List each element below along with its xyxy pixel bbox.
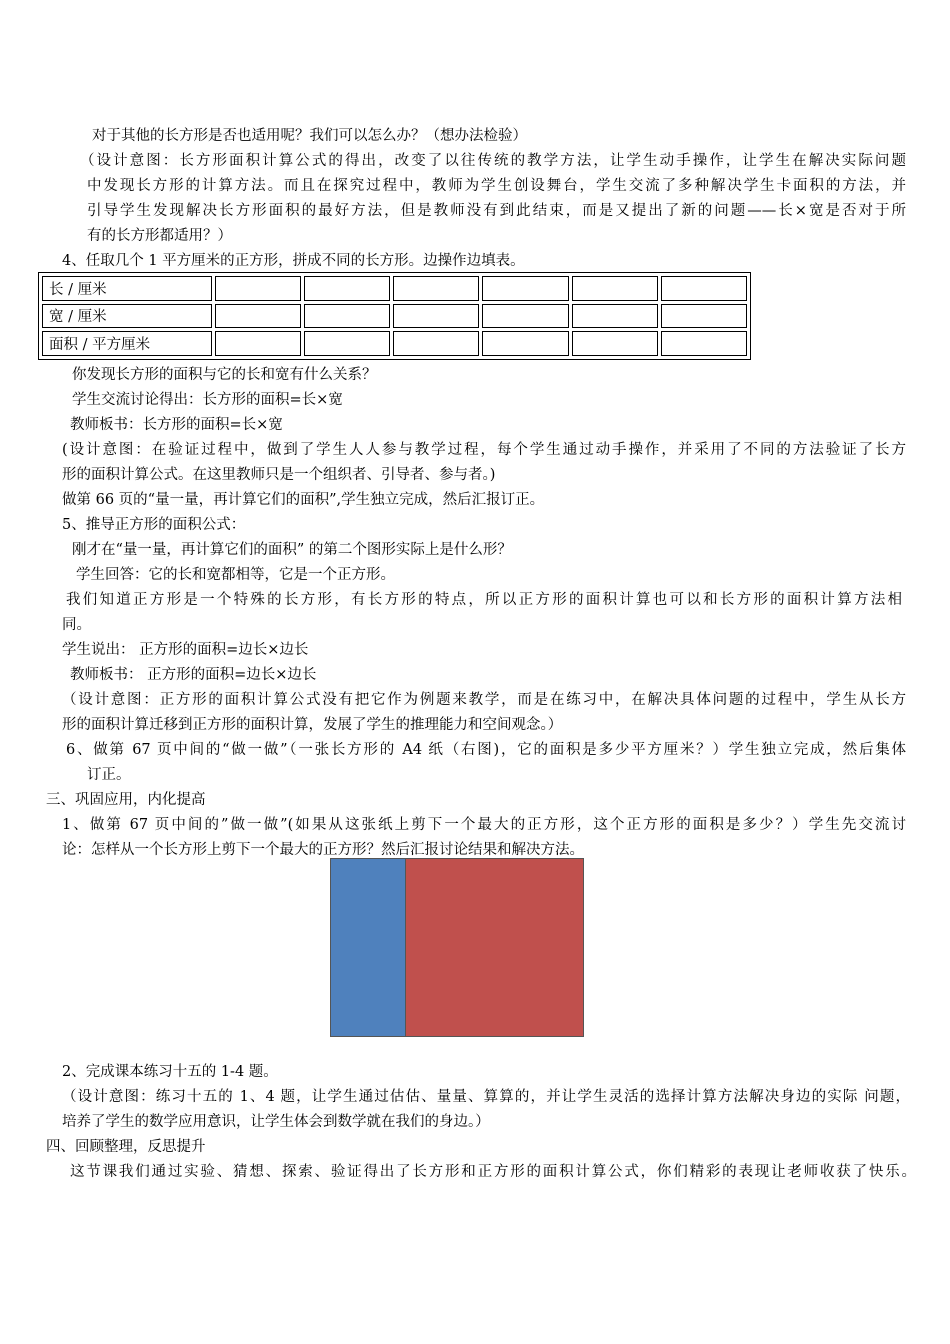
table-cell (304, 304, 390, 329)
step-6-line1: 6、做第 67 页中间的“做一做”（一张长方形的 A4 纸（右图)，它的面积是多少平方厘米？）学生独立完成，然后集体 (66, 742, 906, 758)
table-cell (215, 304, 301, 329)
table-cell (393, 331, 479, 356)
table-cell (215, 276, 301, 301)
square-explain-line2: 同。 (62, 617, 91, 633)
row-label-width: 宽 / 厘米 (42, 304, 212, 329)
row-label-length: 长 / 厘米 (42, 276, 212, 301)
step-4-heading: 4、任取几个 1 平方厘米的正方形，拼成不同的长方形。边操作边填表。 (62, 253, 525, 269)
table-cell (215, 331, 301, 356)
square-part (331, 859, 405, 1036)
row-label-area: 面积 / 平方厘米 (42, 331, 212, 356)
section-3-heading: 三、巩固应用，内化提高 (46, 792, 206, 808)
step-5-heading: 5、推导正方形的面积公式： (62, 517, 246, 533)
teacher-board-square: 教师板书： 正方形的面积=边长×边长 (70, 667, 317, 683)
design-intent-1-line4: 有的长方形都适用？） (87, 228, 232, 244)
practice-2: 2、完成课本练习十五的 1-4 题。 (62, 1064, 278, 1080)
student-answer: 学生回答：它的长和宽都相等，它是一个正方形。 (76, 567, 395, 583)
table-cell (482, 331, 568, 356)
para-question: 对于其他的长方形是否也适用呢？我们可以怎么办？（想办法检验） (92, 128, 527, 144)
table-cell (304, 276, 390, 301)
discover-question: 你发现长方形的面积与它的长和宽有什么关系？ (72, 367, 377, 383)
table-cell (482, 276, 568, 301)
student-square-formula: 学生说出： 正方形的面积=边长×边长 (62, 642, 309, 658)
table-cell (572, 276, 658, 301)
design-intent-4-line1: （设计意图：练习十五的 1、4 题，让学生通过估估、量量、算算的，并让学生灵活的选择计算方法解决身边的实际 问题， (62, 1089, 910, 1105)
design-intent-2-line2: 形的面积计算公式。在这里教师只是一个组织者、引导者、参与者。) (62, 467, 496, 483)
table-cell (661, 331, 747, 356)
table-cell (304, 331, 390, 356)
teacher-board-rect: 教师板书：长方形的面积=长×宽 (70, 417, 283, 433)
a4-paper-figure (330, 858, 584, 1037)
table-cell (572, 331, 658, 356)
table-row-area (42, 331, 747, 356)
section-4-heading: 四、回顾整理，反思提升 (46, 1139, 206, 1155)
square-question: 刚才在“量一量，再计算它们的面积” 的第二个图形实际上是什么形？ (72, 542, 512, 558)
practice-1-line2: 论：怎样从一个长方形上剪下一个最大的正方形？然后汇报讨论结果和解决方法。 (62, 842, 584, 858)
table-cell (393, 276, 479, 301)
design-intent-1-line1: （设计意图：长方形面积计算公式的得出，改变了以往传统的教学方法，让学生动手操作，让学生在解决实际问题 (80, 153, 906, 169)
square-explain-line1: 我们知道正方形是一个特殊的长方形，有长方形的特点，所以正方形的面积计算也可以和长方形的面积计算方法相 (66, 592, 902, 608)
design-intent-3-line1: （设计意图：正方形的面积计算公式没有把它作为例题来教学，而是在练习中，在解决具体问题的过程中，学生从长方 (62, 692, 906, 708)
step-6-line2: 订正。 (87, 767, 131, 783)
design-intent-1-line2: 中发现长方形的计算方法。而且在探究过程中，教师为学生创设舞台，学生交流了多种解决学生卡面积的方法，并 (87, 178, 906, 194)
table-cell (482, 304, 568, 329)
design-intent-4-line2: 培养了学生的数学应用意识，让学生体会到数学就在我们的身边。） (62, 1114, 490, 1130)
student-conclusion: 学生交流讨论得出：长方形的面积=长×宽 (72, 392, 343, 408)
closing-summary: 这节课我们通过实验、猜想、探索、验证得出了长方形和正方形的面积计算公式，你们精彩的表现让老师收获了快乐。 (70, 1164, 916, 1180)
exercise-p66: 做第 66 页的“量一量，再计算它们的面积”,学生独立完成，然后汇报订正。 (62, 492, 545, 508)
table-cell (661, 276, 747, 301)
table-row-length (42, 276, 747, 301)
design-intent-3-line2: 形的面积计算迁移到正方形的面积计算，发展了学生的推理能力和空间观念。） (62, 717, 563, 733)
design-intent-2-line1: (设计意图：在验证过程中，做到了学生人人参与教学过程，每个学生通过动手操作，并采用了不同的方法验证了长方 (62, 442, 906, 458)
table-cell (572, 304, 658, 329)
table-row-width (42, 304, 747, 329)
practice-1-line1: 1、做第 67 页中间的”做一做”(如果从这张纸上剪下一个最大的正方形，这个正方形的面积是多少？）学生先交流讨 (62, 817, 906, 833)
table-cell (661, 304, 747, 329)
measurement-table (38, 272, 751, 360)
remaining-part (405, 859, 583, 1036)
design-intent-1-line3: 引导学生发现解决长方形面积的最好方法，但是教师没有到此结束，而是又提出了新的问题——长×宽是否对于所 (87, 203, 906, 219)
table-cell (393, 304, 479, 329)
